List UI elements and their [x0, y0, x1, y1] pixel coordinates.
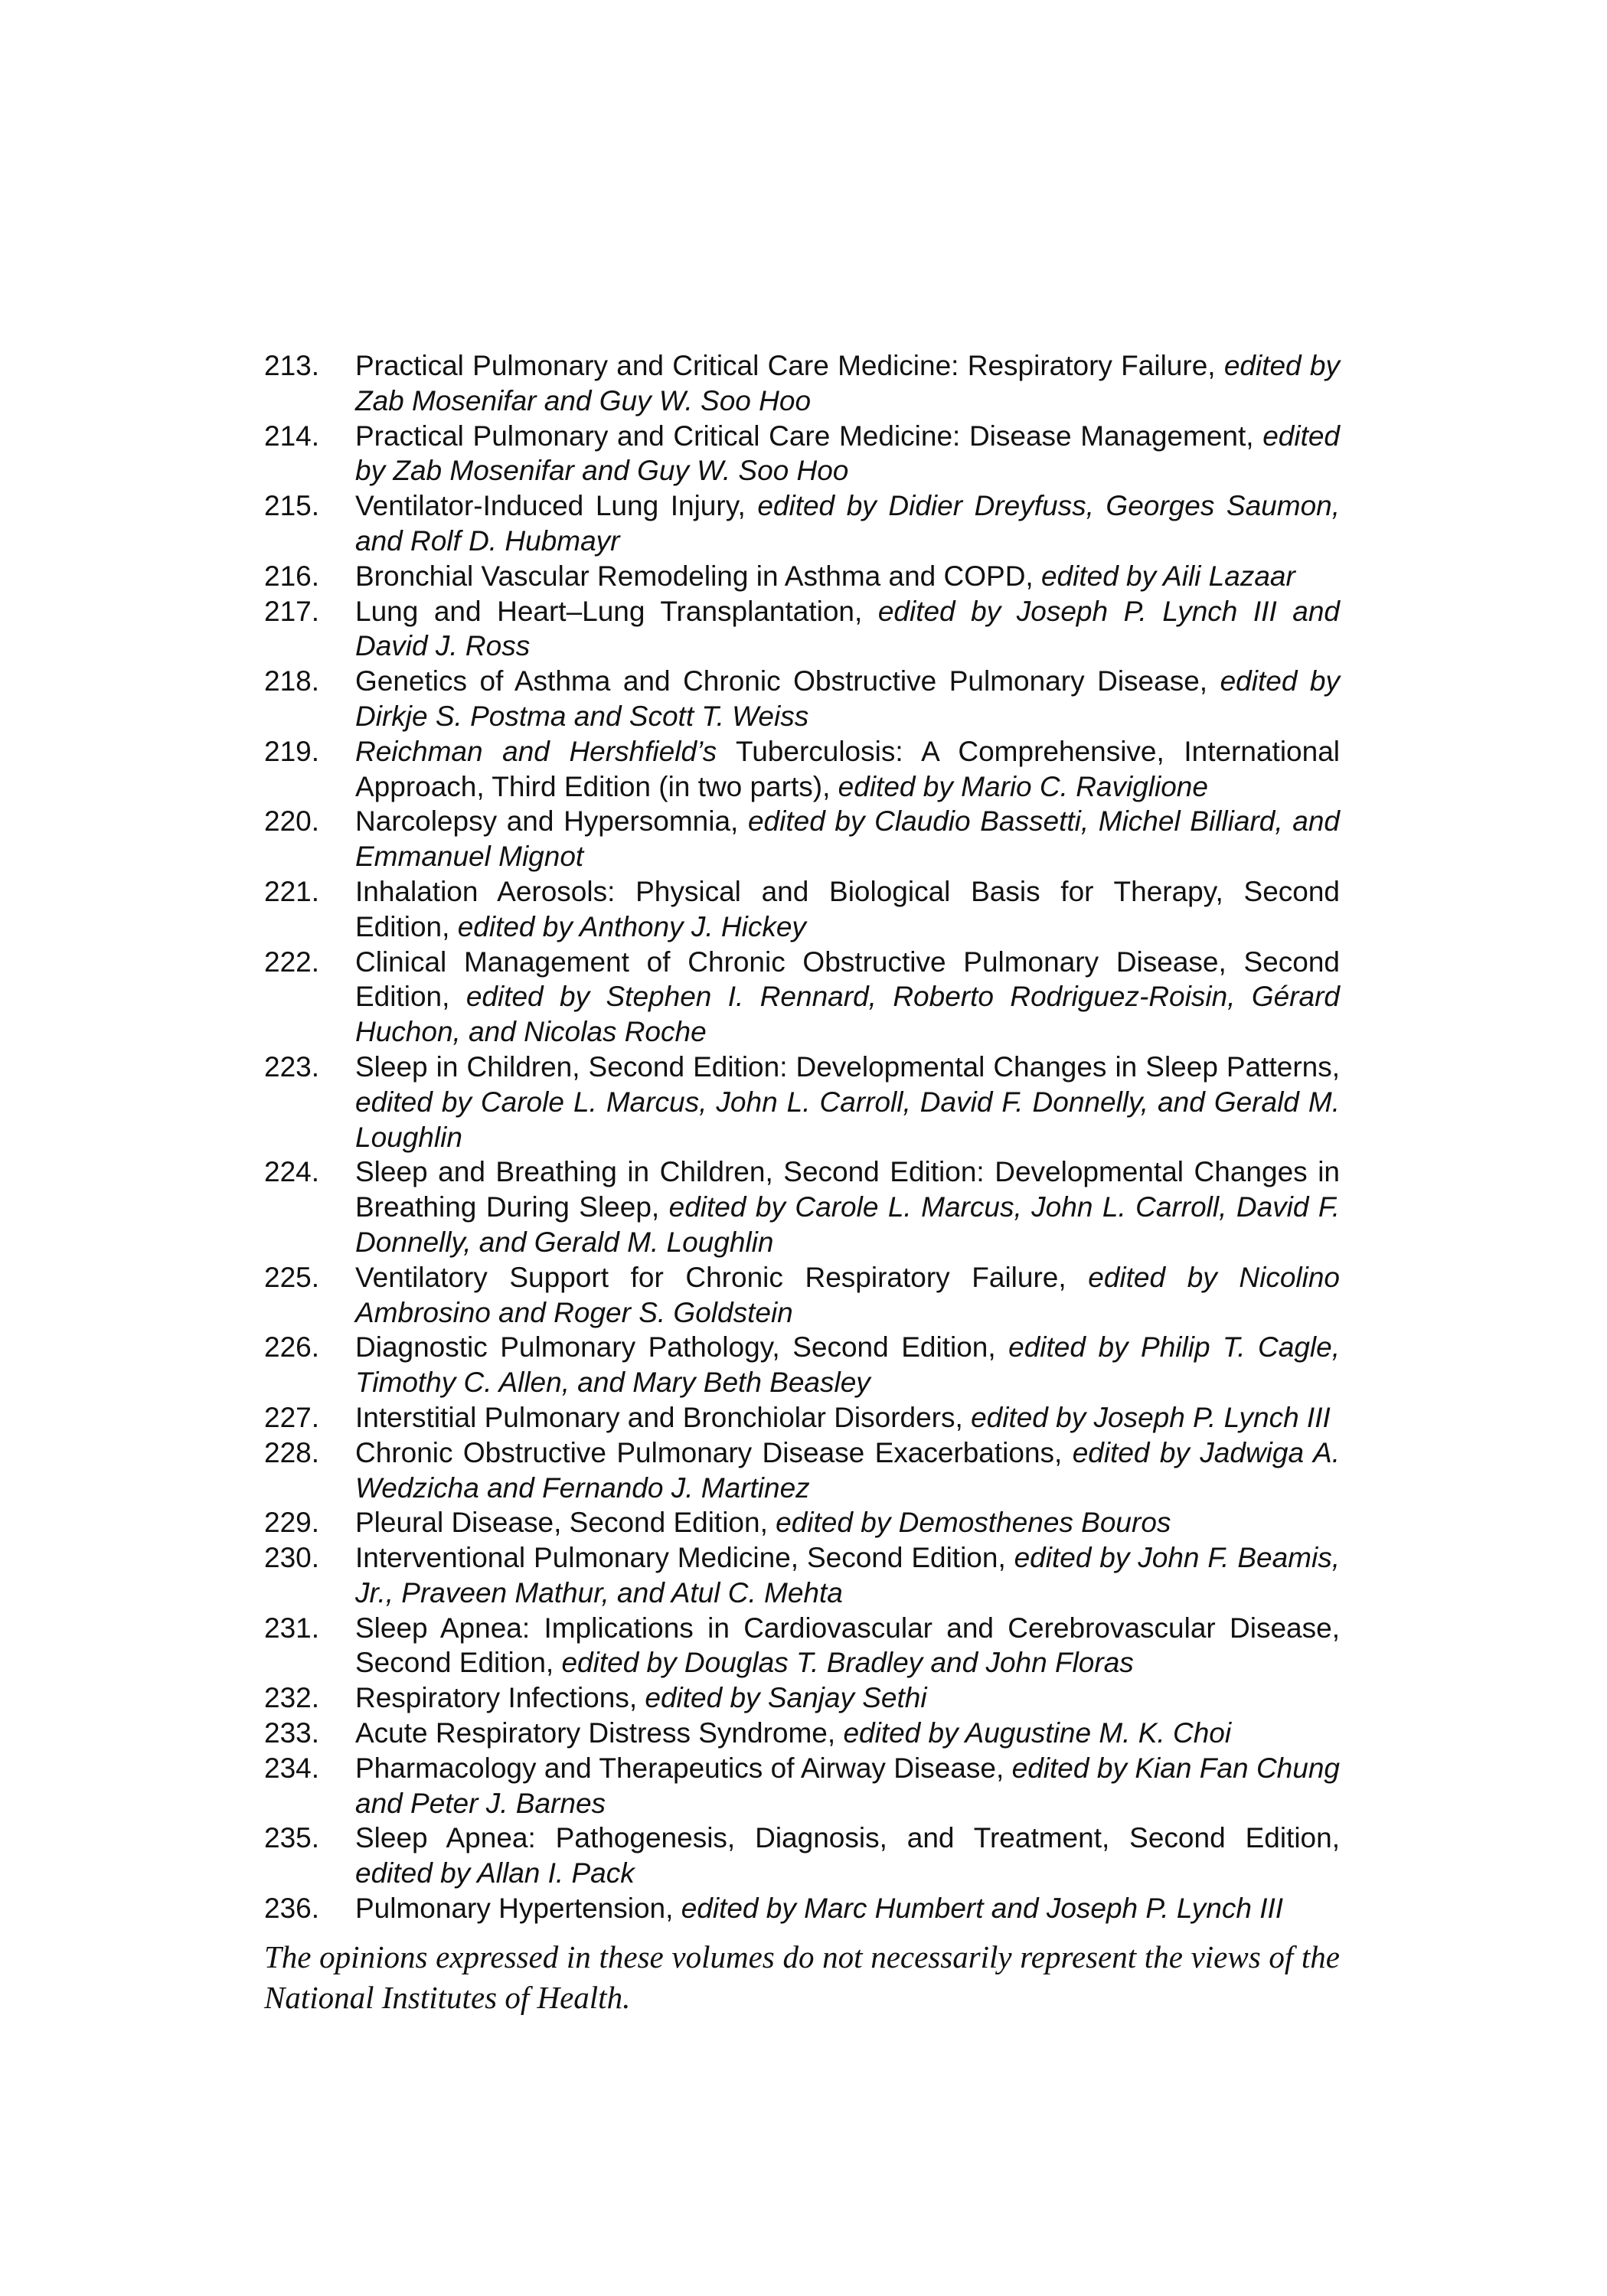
volume-citation — [355, 1050, 1340, 1155]
volume-citation — [355, 1400, 1340, 1435]
volume-title: Pulmonary Hypertension, — [355, 1893, 681, 1925]
volume-citation — [355, 488, 1340, 559]
series-entry — [264, 1155, 1340, 1259]
volume-editors: edited by Philip T. Cagle, Timothy C. Allen, and Mary Beth Beasley — [355, 1331, 1340, 1399]
volume-citation — [355, 1716, 1340, 1751]
volume-title: Interstitial Pulmonary and Bronchiolar Disorders, — [355, 1401, 972, 1433]
volume-number: 223. — [264, 1050, 320, 1083]
volume-number: 226. — [264, 1331, 320, 1364]
series-entry — [264, 559, 1340, 594]
volume-citation — [355, 419, 1340, 489]
volume-editors: edited by Zab Mosenifar and Guy W. Soo Hoo — [355, 350, 1340, 416]
volume-number: 231. — [264, 1612, 320, 1644]
volume-editors: edited by Jadwiga A. Wedzicha and Fernando J. Martinez — [355, 1436, 1340, 1504]
volume-editors: edited by Augustine M. K. Choi — [843, 1717, 1232, 1749]
series-entry — [264, 594, 1340, 665]
volume-citation — [355, 1680, 1340, 1716]
volume-number: 227. — [264, 1401, 320, 1433]
volume-title: Clinical Management of Chronic Obstructive Pulmonary Disease, Second Edition, — [355, 946, 1340, 1013]
volume-citation — [355, 1891, 1340, 1926]
volume-citation — [355, 804, 1340, 874]
volume-editors: edited by Aili Lazaar — [1040, 560, 1295, 592]
series-entry — [264, 1540, 1340, 1611]
volume-editors: edited by Demosthenes Bouros — [776, 1507, 1171, 1539]
series-entry — [264, 945, 1340, 1050]
volume-editors: edited by Allan I. Pack — [355, 1857, 635, 1889]
volume-number: 225. — [264, 1261, 320, 1293]
series-entry — [264, 664, 1340, 734]
volume-title: Tuberculosis: A Comprehensive, International Approach, Third Edition (in two parts), — [355, 735, 1340, 802]
volume-number: 228. — [264, 1436, 320, 1468]
volume-editors: edited by Stephen I. Rennard, Roberto Rodriguez-Roisin, Gérard Huchon, and Nicolas Roche — [355, 981, 1340, 1048]
volume-editors: edited by Carole L. Marcus, John L. Carroll, David F. Donnelly, and Gerald M. Loughlin — [355, 1191, 1341, 1258]
volume-citation — [355, 1505, 1340, 1540]
volume-title: Interventional Pulmonary Medicine, Second Edition, — [355, 1542, 1014, 1574]
volume-editors: edited by Joseph P. Lynch III and David J. Ross — [355, 595, 1341, 662]
volume-editors: edited by Mario C. Raviglione — [838, 770, 1208, 802]
volume-title: Sleep Apnea: Pathogenesis, Diagnosis, and Treatment, Second Edition, — [355, 1822, 1340, 1854]
volume-citation — [355, 559, 1340, 594]
volume-number: 222. — [264, 946, 320, 978]
series-volume-list — [264, 348, 1340, 1926]
volume-editors: edited by Sanjay Sethi — [645, 1682, 927, 1714]
volume-number: 220. — [264, 805, 320, 838]
series-entry — [264, 1611, 1340, 1681]
volume-number: 232. — [264, 1682, 320, 1714]
volume-number: 229. — [264, 1507, 320, 1539]
volume-title: Respiratory Infections, — [355, 1682, 645, 1714]
volume-number: 221. — [264, 875, 320, 907]
volume-number: 236. — [264, 1893, 320, 1925]
volume-title: Practical Pulmonary and Critical Care Medicine: Respiratory Failure, — [355, 350, 1224, 381]
volume-editors: edited by Douglas T. Bradley and John Floras — [561, 1647, 1134, 1679]
volume-editors: edited by Marc Humbert and Joseph P. Lynch III — [681, 1893, 1284, 1925]
volume-number: 217. — [264, 595, 320, 627]
volume-citation — [355, 1540, 1340, 1611]
volume-editors: edited by Nicolino Ambrosino and Roger S. Goldstein — [355, 1261, 1340, 1328]
volume-title: Pleural Disease, Second Edition, — [355, 1507, 776, 1539]
volume-citation — [355, 594, 1340, 665]
volume-title: Diagnostic Pulmonary Pathology, Second Edition, — [355, 1331, 1009, 1364]
volume-title: Chronic Obstructive Pulmonary Disease Exacerbations, — [355, 1436, 1073, 1468]
series-entry — [264, 874, 1340, 945]
series-entry — [264, 1821, 1340, 1891]
volume-number: 215. — [264, 490, 320, 522]
series-entry — [264, 1751, 1340, 1821]
volume-editors: edited by Kian Fan Chung and Peter J. Barnes — [355, 1752, 1340, 1819]
volume-number: 218. — [264, 665, 320, 697]
series-entry — [264, 348, 1340, 419]
volume-editors: edited by Dirkje S. Postma and Scott T. Weiss — [355, 665, 1341, 732]
volume-citation — [355, 1260, 1340, 1331]
series-entry — [264, 488, 1340, 559]
series-entry — [264, 419, 1340, 489]
volume-editors: edited by John F. Beamis, Jr., Praveen Mathur, and Atul C. Mehta — [355, 1542, 1340, 1609]
volume-number: 219. — [264, 735, 320, 767]
volume-number: 216. — [264, 560, 320, 592]
volume-title: Acute Respiratory Distress Syndrome, — [355, 1717, 844, 1749]
volume-title: Narcolepsy and Hypersomnia, — [355, 805, 748, 838]
volume-citation — [355, 664, 1340, 734]
series-entry — [264, 734, 1340, 805]
volume-number: 224. — [264, 1156, 320, 1188]
volume-number: 234. — [264, 1752, 320, 1784]
volume-title: Sleep and Breathing in Children, Second Edition: Developmental Changes in Breathing During Sleep, — [355, 1156, 1340, 1223]
series-entry — [264, 1716, 1340, 1751]
volume-citation — [355, 874, 1340, 945]
volume-citation — [355, 348, 1340, 419]
volume-title: Genetics of Asthma and Chronic Obstructive Pulmonary Disease, — [355, 665, 1220, 697]
volume-citation — [355, 1435, 1340, 1506]
volume-title-prefix: Reichman and Hershfield’s — [355, 735, 717, 767]
volume-title: Lung and Heart–Lung Transplantation, — [355, 595, 878, 627]
volume-number: 214. — [264, 420, 320, 452]
volume-number: 233. — [264, 1717, 320, 1749]
volume-citation — [355, 1611, 1340, 1681]
volume-editors: edited by Joseph P. Lynch III — [971, 1401, 1331, 1433]
series-entry — [264, 1505, 1340, 1540]
volume-citation — [355, 1155, 1340, 1259]
volume-title: Inhalation Aerosols: Physical and Biological Basis for Therapy, Second Edition, — [355, 875, 1340, 942]
volume-number: 235. — [264, 1822, 320, 1854]
series-entry — [264, 1891, 1340, 1926]
volume-number: 213. — [264, 350, 320, 381]
volume-title: Pharmacology and Therapeutics of Airway Disease, — [355, 1752, 1012, 1784]
volume-title: Bronchial Vascular Remodeling in Asthma and COPD, — [355, 560, 1041, 592]
volume-title: Practical Pulmonary and Critical Care Medicine: Disease Management, — [355, 420, 1263, 452]
series-entry — [264, 1330, 1340, 1400]
volume-editors: edited by Anthony J. Hickey — [457, 910, 806, 942]
volume-editors: edited by Carole L. Marcus, John L. Carroll, David F. Donnelly, and Gerald M. Loughlin — [355, 1086, 1340, 1153]
volume-citation — [355, 734, 1340, 805]
volume-citation — [355, 1821, 1340, 1891]
volume-title: Sleep in Children, Second Edition: Developmental Changes in Sleep Patterns, — [355, 1050, 1340, 1083]
series-entry — [264, 804, 1340, 874]
volume-citation — [355, 945, 1340, 1050]
volume-title: Sleep Apnea: Implications in Cardiovascular and Cerebrovascular Disease, Second Edition, — [355, 1612, 1340, 1679]
volume-citation — [355, 1330, 1340, 1400]
volume-citation — [355, 1751, 1340, 1821]
series-entry — [264, 1260, 1340, 1331]
series-entry — [264, 1050, 1340, 1155]
series-entry — [264, 1680, 1340, 1716]
volume-number: 230. — [264, 1542, 320, 1574]
volume-editors: edited by Claudio Bassetti, Michel Billiard, and Emmanuel Mignot — [355, 805, 1340, 873]
volume-editors: edited by Zab Mosenifar and Guy W. Soo Hoo — [355, 420, 1340, 487]
series-entry — [264, 1400, 1340, 1435]
series-page — [264, 348, 1340, 2049]
volume-title: Ventilator-Induced Lung Injury, — [355, 490, 758, 522]
volume-editors: edited by Didier Dreyfuss, Georges Saumon, and Rolf D. Hubmayr — [355, 490, 1341, 557]
series-entry — [264, 1435, 1340, 1506]
nih-disclaimer: The opinions expressed in these volumes do not necessarily represent the views of the National Institutes of Health. — [264, 1938, 1340, 2015]
volume-title: Ventilatory Support for Chronic Respiratory Failure, — [355, 1261, 1089, 1293]
